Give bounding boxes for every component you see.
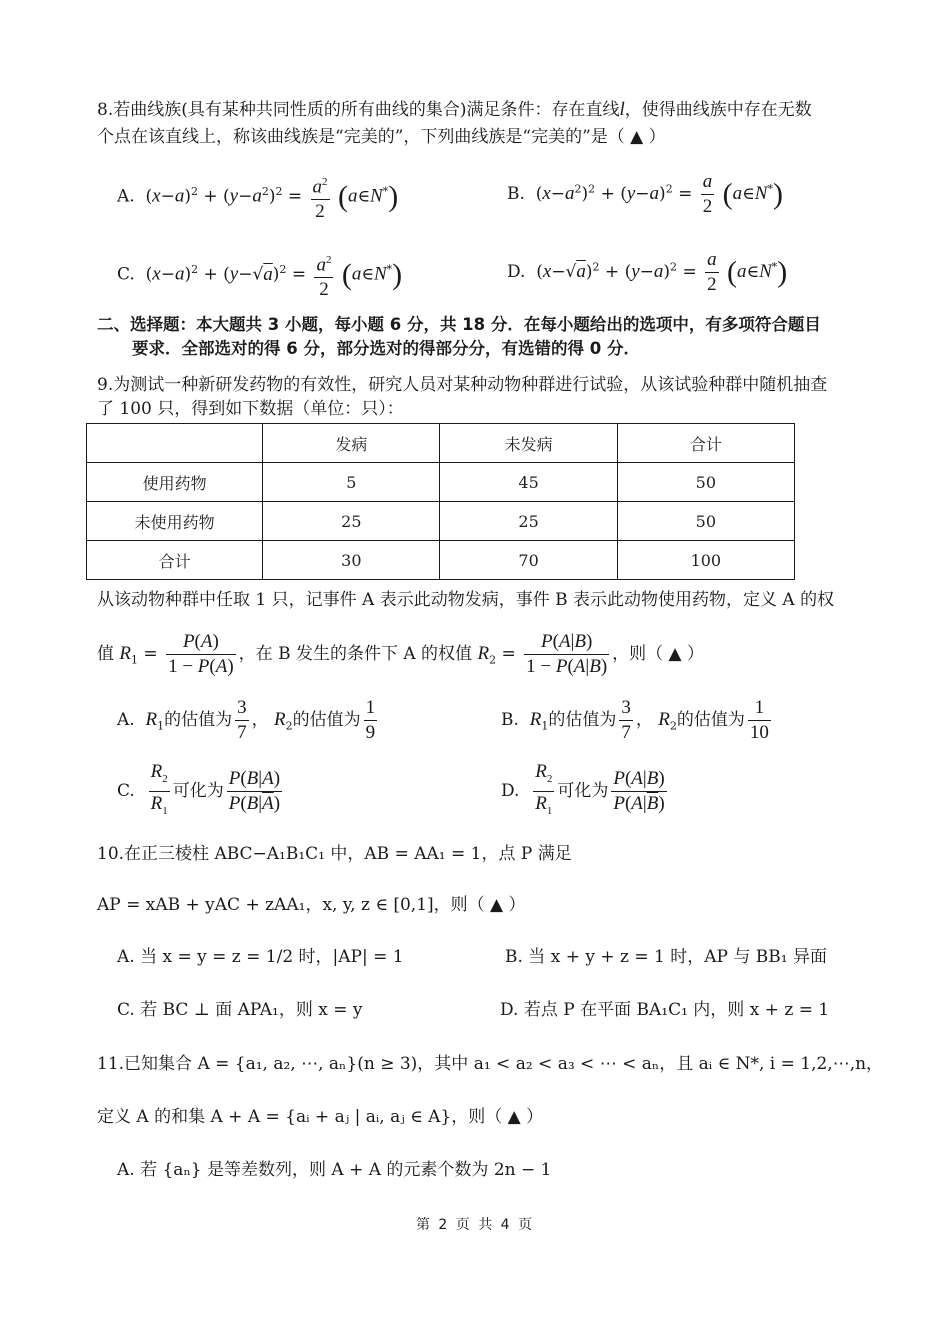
fraction: $\frac{R_2}{R_1}$: [535, 761, 553, 817]
q10-stem-line1: 10.在正三棱柱 ABC−A₁B₁C₁ 中，AB = AA₁ = 1，点 P 满足: [97, 844, 572, 864]
q9-stem-line1: 9.为测试一种新研发药物的有效性，研究人员对某种动物种群进行试验，从该试验种群中随机抽查: [97, 375, 828, 395]
fraction: $\frac{P(A|B)}{P(A|\overline{B})}$: [613, 767, 665, 814]
option-letter: B.: [501, 710, 519, 730]
fraction: $\frac{P(A|B)}{1 - P(A|B)}$: [526, 631, 608, 677]
fraction: $\frac{3}{7}$: [237, 697, 247, 743]
q9-definition-line1: 从该动物种群中任取 1 只，记事件 A 表示此动物发病，事件 B 表示此动物使用药物，定义 A 的权: [97, 590, 835, 610]
q8-stem-text: 8.若曲线族(具有某种共同性质的所有曲线的集合)满足条件：存在直线: [97, 100, 620, 120]
table-cell: 30: [263, 541, 440, 580]
q11-stem-line1: 11.已知集合 A = {a₁, a₂, ⋯, aₙ}(n ≥ 3)，其中 a₁ < a₂ < a₃ < ⋯ < aₙ，且 aᵢ ∈ N*, i = 1,2,⋯,n，: [97, 1054, 884, 1074]
fraction: $\frac{1}{9}$: [365, 697, 376, 743]
q9-option-b: B. $R_1$的估值为 $\frac{3}{7}$ ， $R_2$的估值为 $\frac{1}{10}$: [501, 697, 769, 743]
option-text: 可化为: [557, 780, 609, 801]
section2-heading-line1: 二、选择题：本大题共 3 小题，每小题 6 分，共 18 分．在每小题给出的选项中，有多项符合题目: [97, 315, 821, 334]
table-cell: 50: [617, 502, 794, 541]
q8-option-c: C. $(x-a)^2 + (y-√a)^2$ = $\frac{a^2}{2}$ (a∈N*): [117, 248, 402, 302]
option-text: 可化为: [172, 780, 224, 801]
table-row: [87, 541, 795, 580]
q8-stem-tail: ，使得曲线族中存在无数: [624, 100, 812, 120]
table-cell: 合计: [87, 541, 263, 580]
q8-option-a: A. $(x-a)^2 + (y-a^2)^2$ = $\frac{a^2}{2}$ (a∈N*): [117, 170, 398, 224]
fraction: $\frac{a^2}{2}$: [311, 170, 330, 224]
table-header-cell: [87, 424, 263, 463]
table-cell: 未使用药物: [87, 502, 263, 541]
q9-option-d: [501, 760, 670, 823]
table-row: [87, 463, 795, 502]
fraction: $\frac{R_2}{R_1}$: [150, 761, 168, 817]
q9-definition-text: 值: [97, 644, 114, 664]
option-letter: D.: [501, 780, 520, 801]
table-header-cell: 未发病: [440, 424, 617, 463]
q10-stem-line2: AP = xAB + yAC + zAA₁，x, y, z ∈ [0,1]，则（ ▲ ）: [97, 895, 526, 915]
option-text: 的估值为: [676, 710, 745, 730]
page-number-footer: 第 2 页 共 4 页: [415, 1217, 535, 1233]
q9-data-table: [86, 423, 795, 580]
q9-definition-text: ，在 B 发生的条件下 A 的权值: [238, 644, 473, 664]
q10-option-c: C. 若 BC ⊥ 面 APA₁，则 x = y: [117, 1000, 363, 1020]
table-cell: 70: [440, 541, 617, 580]
table-cell: 50: [617, 463, 794, 502]
q10-option-a: A. 当 x = y = z = 1/2 时，|AP| = 1: [117, 947, 404, 967]
option-text: 的估值为: [292, 710, 361, 730]
q9-definition-line2: 值 $R_1$ = $\frac{P(A)}{1 - P(A)}$ ，在 B 发生的条件下 A 的权值 $R_2$ = $\frac{P(A|B)}{1 - P(A|B)}$ ，则（ ▲ ）: [97, 631, 705, 677]
q9-option-a: A. $R_1$的估值为 $\frac{3}{7}$ ， $R_2$的估值为 $\frac{1}{9}$: [117, 697, 376, 743]
q10-option-b: B. 当 x + y + z = 1 时，AP 与 BB₁ 异面: [505, 947, 827, 967]
q11-stem-line2: 定义 A 的和集 A + A = {aᵢ + aⱼ | aᵢ, aⱼ ∈ A}，则（ ▲ ）: [97, 1107, 544, 1127]
table-cell: 45: [440, 463, 617, 502]
fraction: $\frac{P(B|A)}{P(B|\overline{A})}$: [228, 767, 281, 814]
option-text: ，: [635, 710, 653, 730]
q11-option-a: A. 若 {aₙ} 是等差数列，则 A + A 的元素个数为 2n − 1: [117, 1160, 552, 1180]
table-row: [87, 502, 795, 541]
q9-definition-text: ，则（ ▲ ）: [612, 644, 705, 664]
fraction: $\frac{a}{2}$: [707, 249, 717, 295]
q10-option-d: D. 若点 P 在平面 BA₁C₁ 内，则 x + z = 1: [500, 1000, 830, 1020]
q9-stem-line2: 了 100 只，得到如下数据（单位：只）：: [97, 399, 404, 419]
option-text: ，: [251, 710, 269, 730]
q8-stem-line2: 个点在该直线上，称该曲线族是“完美的”，下列曲线族是“完美的”是（ ▲ ）: [97, 127, 666, 147]
q8-option-d: D. $(x-√a)^2 + (y-a)^2$ = $\frac{a}{2}$ (a∈N*): [507, 249, 788, 295]
fraction: $\frac{P(A)}{1 - P(A)}$: [168, 631, 234, 677]
option-letter: A.: [117, 710, 135, 730]
table-cell: 25: [263, 502, 440, 541]
table-cell: 使用药物: [87, 463, 263, 502]
fraction: $\frac{a^2}{2}$: [314, 248, 333, 302]
option-text: 的估值为: [548, 710, 617, 730]
fraction: $\frac{1}{10}$: [749, 697, 769, 743]
table-cell: 5: [263, 463, 440, 502]
option-letter: C.: [117, 780, 135, 801]
line-variable-l: l: [619, 99, 625, 120]
section2-heading-line2: 要求．全部选对的得 6 分，部分选对的得部分分，有选错的得 0 分．: [132, 339, 640, 358]
table-header-row: [87, 424, 795, 463]
table-header-cell: 合计: [617, 424, 794, 463]
q9-option-c: [117, 760, 285, 823]
table-cell: 25: [440, 502, 617, 541]
table-header-cell: 发病: [263, 424, 440, 463]
q8-option-b: B. $(x-a^2)^2 + (y-a)^2$ = $\frac{a}{2}$ (a∈N*): [507, 171, 783, 217]
fraction: $\frac{a}{2}$: [702, 171, 713, 217]
table-cell: 100: [617, 541, 794, 580]
option-text: 的估值为: [164, 710, 233, 730]
fraction: $\frac{3}{7}$: [621, 697, 631, 743]
q8-stem-line1: [97, 98, 812, 122]
